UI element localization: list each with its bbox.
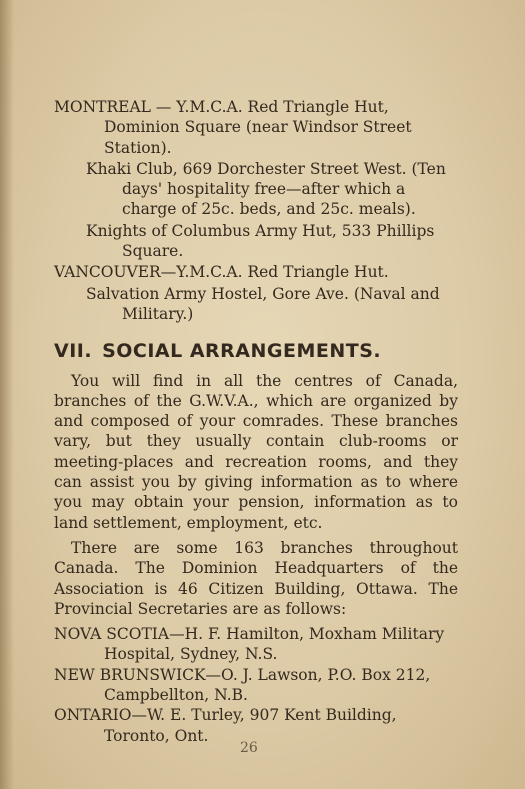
page-body [54,97,458,746]
secretary-ontario: ONTARIO—W. E. Turley, 907 Kent Building, Toronto, Ont. [54,706,397,745]
section-heading [54,341,458,361]
montreal-knights-of-columbus-entry: Knights of Columbus Army Hut, 533 Phillips Square. [86,221,435,261]
montreal-khaki-club-entry: Khaki Club, 669 Dorchester Street West. (Ten days' hospitality free—after which a charge of 25c. beds, and 25c. meals). [86,159,446,219]
secretary-new-brunswick: NEW BRUNSWICK—O. J. Lawson, P.O. Box 212, Campbellton, N.B. [54,665,431,705]
secretary-nova-scotia: NOVA SCOTIA—H. F. Hamilton, Moxham Military Hospital, Sydney, N.S. [54,625,445,664]
social-arrangements-paragraph: You will find in all the centres of Canada, branches of the G.W.V.A., which are organized by and composed of your comrades. These branches vary, but they usually contain club-rooms or meeting-places and recreation rooms, and they can assist you by giving information as to where you may obtain your pension, information as to land settlement, employment, etc. [54,371,458,532]
vancouver-salvation-army-entry: Salvation Army Hostel, Gore Ave. (Naval and Military.) [86,284,440,323]
vancouver-ymca-entry: VANCOUVER—Y.M.C.A. Red Triangle Hut. [54,263,389,282]
section-number: VII. [54,340,93,363]
montreal-ymca-entry: MONTREAL — Y.M.C.A. Red Triangle Hut, Dominion Square (near Windsor Street Station). [54,98,412,157]
page-gutter-shadow [0,0,14,789]
page-number: 26 [240,740,258,756]
section-title: SOCIAL ARRANGEMENTS. [102,340,382,363]
branches-paragraph: There are some 163 branches throughout Canada. The Dominion Headquarters of the Association is 46 Citizen Building, Ottawa. The Provincial Secretaries are as follows: [54,538,458,618]
